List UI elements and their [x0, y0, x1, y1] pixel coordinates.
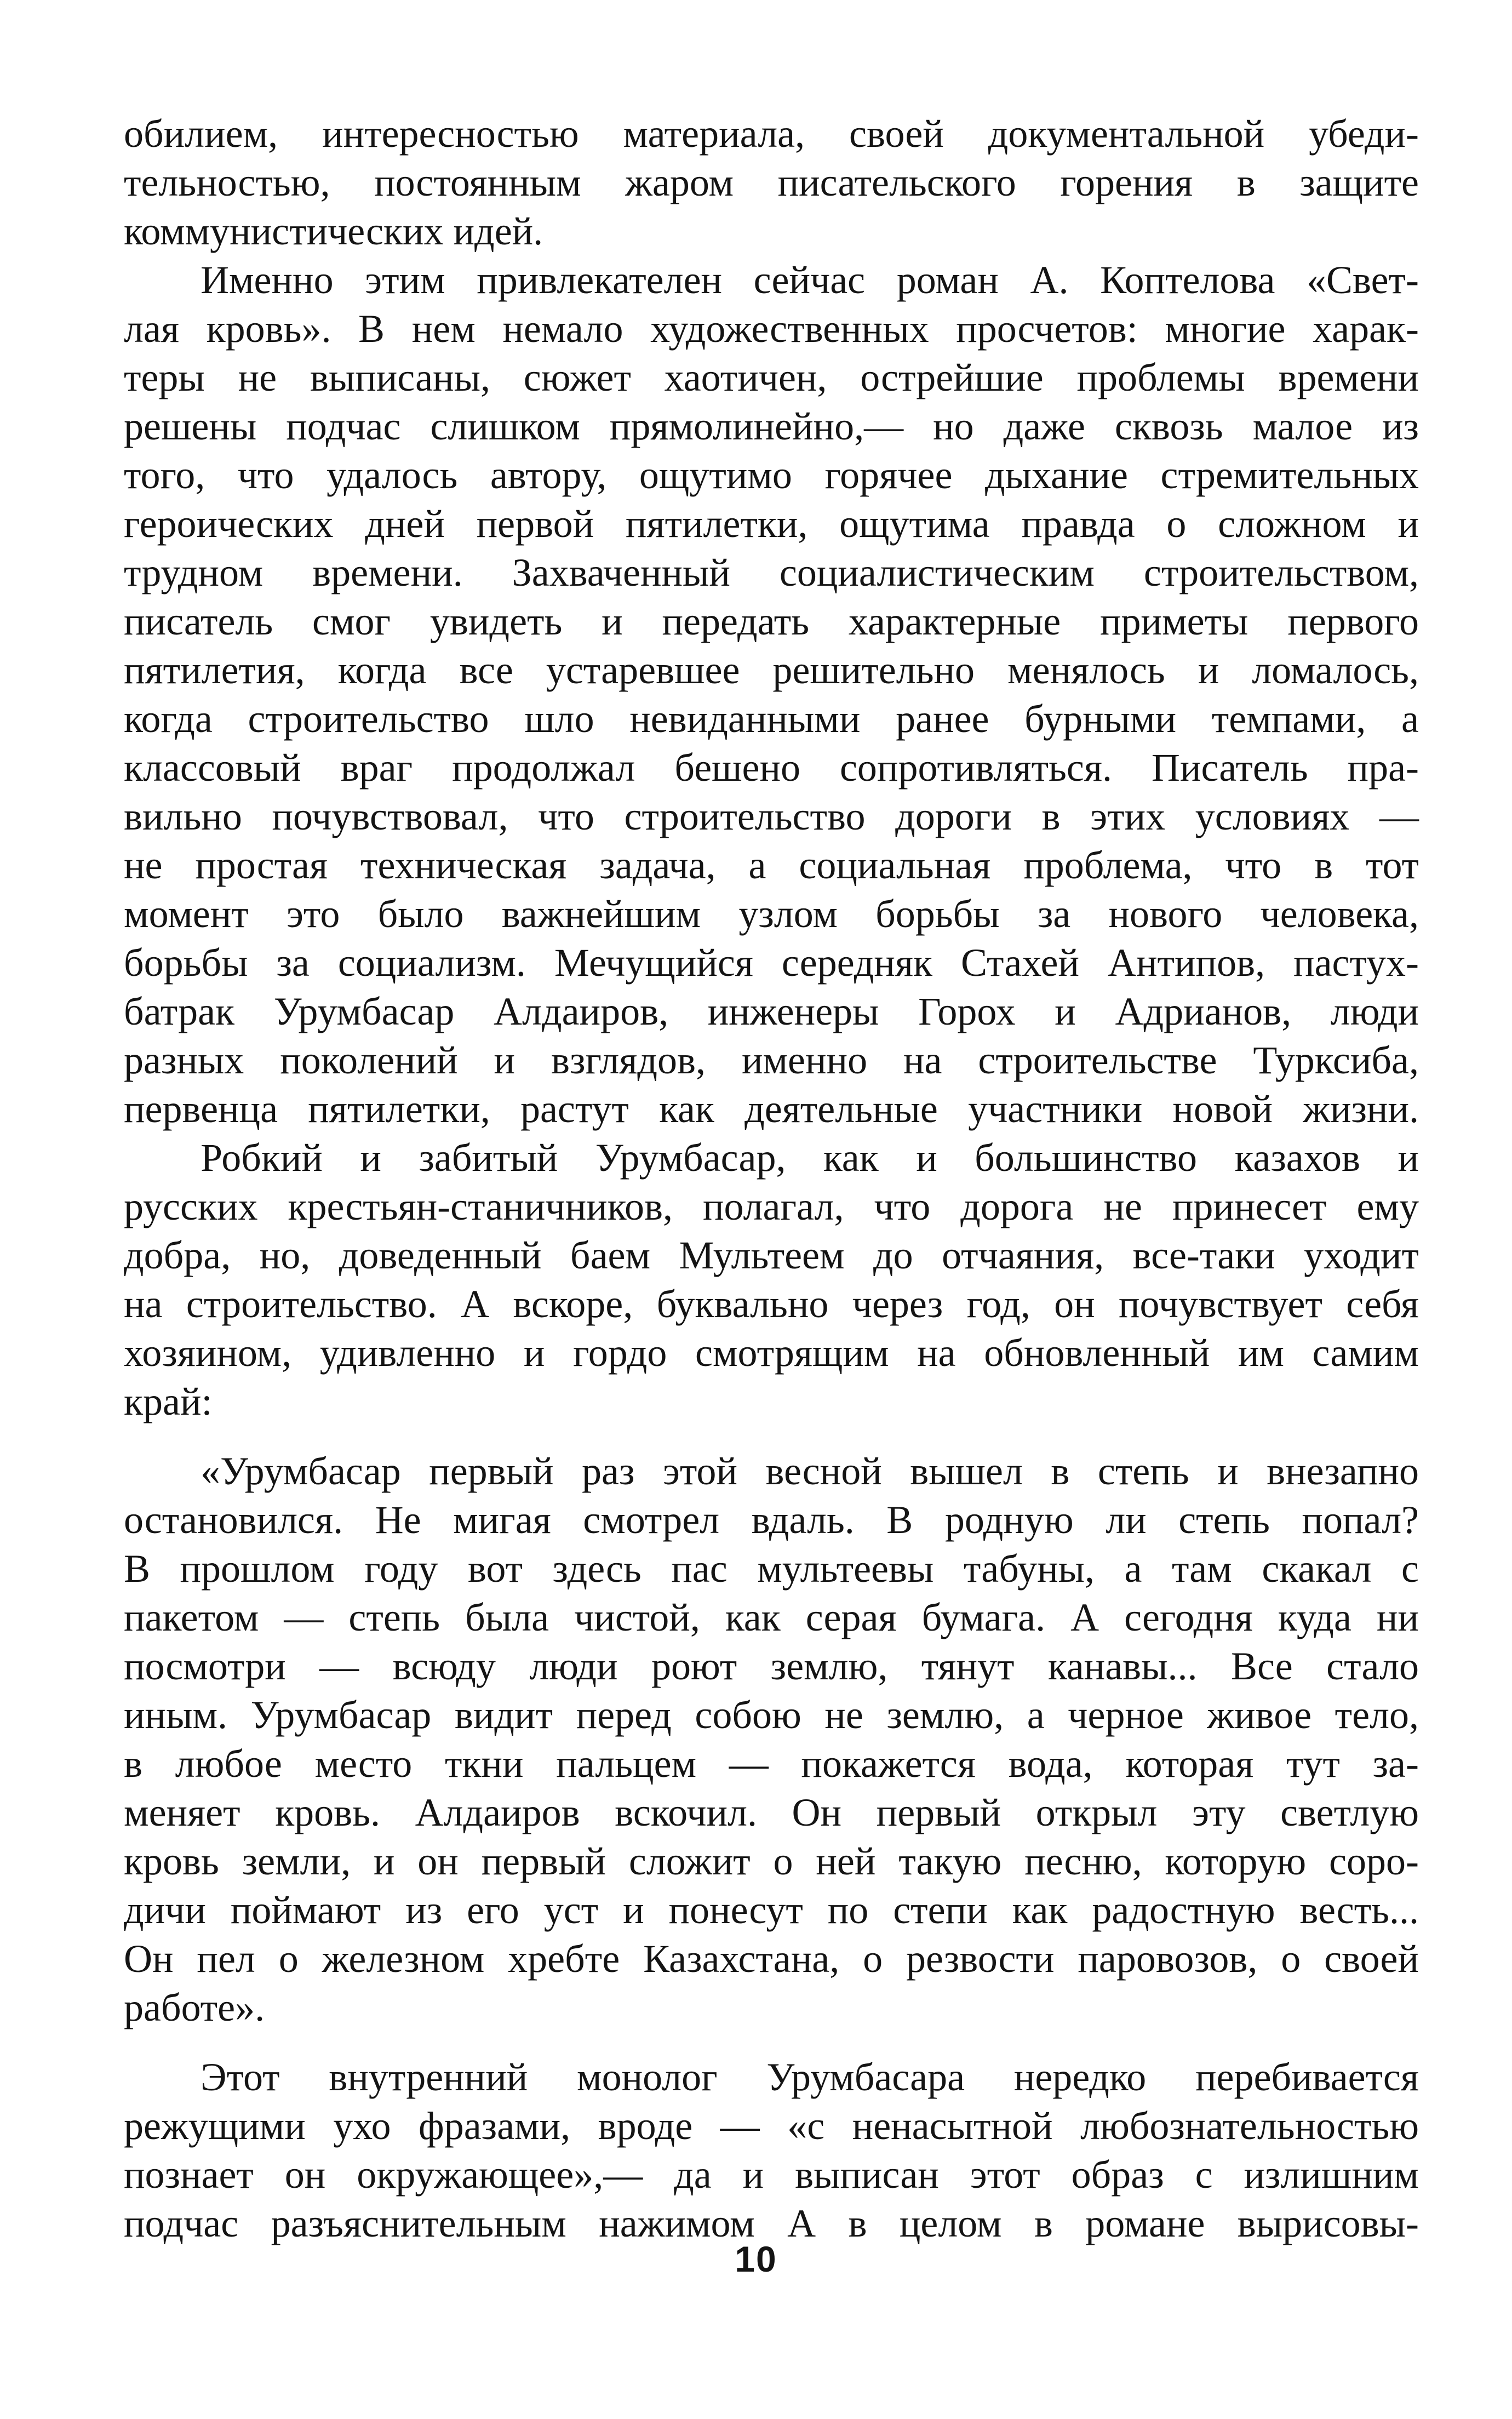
text-line: обилием, интересностью материала, своей документальной убеди-	[124, 112, 1419, 156]
text-line: познает он окружающее»,— да и выписан этот образ с излишним	[124, 2153, 1419, 2197]
text-line: «Урумбасар первый раз этой весной вышел в степь и внезапно	[201, 1449, 1419, 1493]
text-line: меняет кровь. Алдаиров вскочил. Он первый открыл эту светлую	[124, 1791, 1419, 1834]
text-line: первенца пятилетки, растут как деятельные участники новой жизни.	[124, 1087, 1419, 1131]
text-line: когда строительство шло невиданными ранее бурными темпами, а	[124, 697, 1419, 741]
text-line: Он пел о железном хребте Казахстана, о резвости паровозов, о своей	[124, 1937, 1419, 1981]
text-line: вильно почувствовал, что строительство дороги в этих условиях —	[124, 794, 1419, 838]
text-line: работе».	[124, 1986, 265, 2029]
paragraph-3-end	[124, 1377, 1419, 1426]
text-line: добра, но, доведенный баем Мультеем до отчаяния, все-таки уходит	[124, 1233, 1419, 1277]
paragraph-5	[124, 2053, 1419, 2199]
text-line: решены подчас слишком прямолинейно,— но даже сквозь малое из	[124, 404, 1419, 448]
text-line: Этот внутренний монолог Урумбасара нередко перебивается	[201, 2055, 1419, 2099]
text-line: посмотри — всюду люди роют землю, тянут канавы... Все стало	[124, 1644, 1419, 1688]
paragraph-1	[124, 110, 1419, 207]
text-line: остановился. Не мигая смотрел вдаль. В родную ли степь попал?	[124, 1498, 1419, 1542]
paragraph-1-end	[124, 207, 1419, 256]
text-line: батрак Урумбасар Алдаиров, инженеры Горох и Адрианов, люди	[124, 990, 1419, 1033]
text-line: теры не выписаны, сюжет хаотичен, острейшие проблемы времени	[124, 356, 1419, 399]
text-line: трудном времени. Захваченный социалистическим строительством,	[124, 551, 1419, 594]
text-line: на строительство. А вскоре, буквально через год, он почувствует себя	[124, 1282, 1419, 1326]
text-line: борьбы за социализм. Мечущийся середняк Стахей Антипов, пастух-	[124, 941, 1419, 985]
text-line: Робкий и забитый Урумбасар, как и большинство казахов и	[201, 1136, 1419, 1180]
paragraph-2-end	[124, 1085, 1419, 1134]
text-line: момент это было важнейшим узлом борьбы за нового человека,	[124, 892, 1419, 936]
text-line: подчас разъяснительным нажимом А в целом в романе вырисовы-	[124, 2201, 1419, 2245]
text-line: героических дней первой пятилетки, ощутима правда о сложном и	[124, 502, 1419, 546]
text-line: в любое место ткни пальцем — покажется вода, которая тут за-	[124, 1742, 1419, 1786]
quote-paragraph	[124, 1447, 1419, 1983]
text-line: дичи поймают из его уст и понесут по степи как радостную весть...	[124, 1888, 1419, 1932]
text-line: коммунистических идей.	[124, 209, 543, 253]
text-line: Именно этим привлекателен сейчас роман А. Коптелова «Свет-	[201, 258, 1419, 302]
text-line: иным. Урумбасар видит перед собою не землю, а черное живое тело,	[124, 1693, 1419, 1737]
text-line: писатель смог увидеть и передать характерные приметы первого	[124, 599, 1419, 643]
text-line: режущими ухо фразами, вроде — «с ненасытной любознательностью	[124, 2104, 1419, 2148]
text-line: пятилетия, когда все устаревшее решительно менялось и ломалось,	[124, 648, 1419, 692]
text-line: хозяином, удивленно и гордо смотрящим на обновленный им самим	[124, 1331, 1419, 1375]
text-line: лая кровь». В нем немало художественных просчетов: многие харак-	[124, 307, 1419, 351]
text-line: классовый враг продолжал бешено сопротивляться. Писатель пра-	[124, 746, 1419, 790]
paragraph-3	[124, 1134, 1419, 1377]
text-line: В прошлом году вот здесь пас мультеевы табуны, а там скакал с	[124, 1547, 1419, 1591]
text-line: не простая техническая задача, а социальная проблема, что в тот	[124, 843, 1419, 887]
quote-paragraph-end	[124, 1983, 1419, 2032]
text-line: тельностью, постоянным жаром писательского горения в защите	[124, 161, 1419, 204]
text-column	[124, 110, 1419, 2248]
text-line: пакетом — степь была чистой, как серая бумага. А сегодня куда ни	[124, 1595, 1419, 1639]
paragraph-2	[124, 256, 1419, 1085]
text-line: край:	[124, 1380, 213, 1423]
text-line: кровь земли, и он первый сложит о ней такую песню, которую соро-	[124, 1839, 1419, 1883]
text-line: того, что удалось автору, ощутимо горячее дыхание стремительных	[124, 453, 1419, 497]
page-number: 10	[735, 2239, 777, 2279]
text-line: разных поколений и взглядов, именно на строительстве Турксиба,	[124, 1038, 1419, 1082]
text-line: русских крестьян-станичников, полагал, что дорога не принесет ему	[124, 1185, 1419, 1228]
